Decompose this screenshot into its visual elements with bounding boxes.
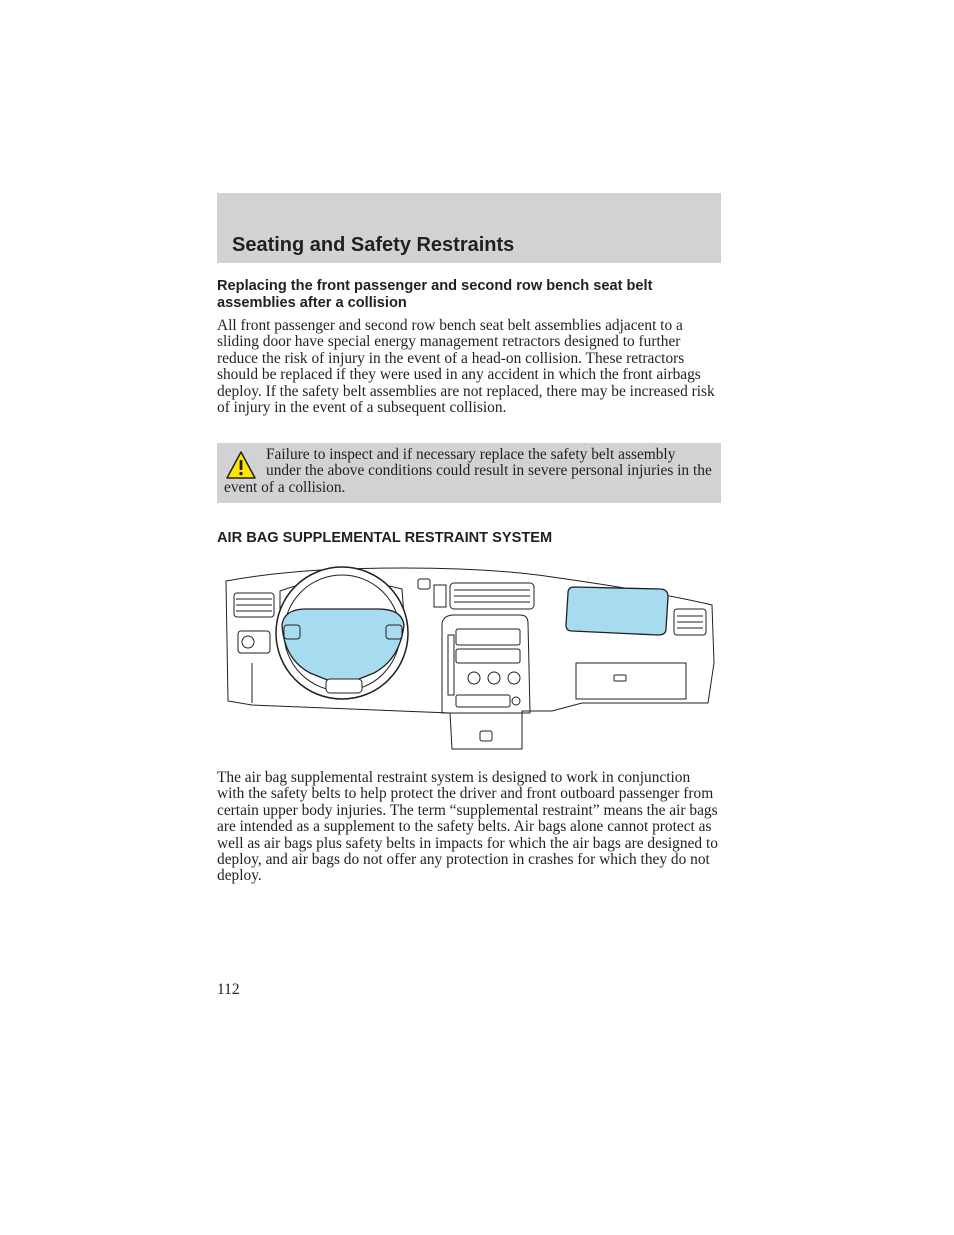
paragraph-seat-belt-replacement: All front passenger and second row bench seat belt assemblies adjacent to a sliding door have special energy management retractors designed to further reduce the risk of injury in the event of a head-on collision. These retractors should be replaced if they were used in any accident in which the front airbags deploy. If the safety belt assemblies are not replaced, there may be increased risk of injury in the event of a subsequent collision. xyxy=(217,317,715,417)
section-header-band xyxy=(217,193,721,263)
warning-box xyxy=(217,443,721,503)
page-number: 112 xyxy=(217,981,240,998)
paragraph-air-bag-srs: The air bag supplemental restraint system is designed to work in conjunction with the safety belts to help protect the driver and front outboard passenger from certain upper body injuries. The term “supplemental restraint” means the air bags are intended as a supplement to the safety belts. Air bags alone cannot protect as well as air bags plus safety belts in impacts for which the air bags are designed to deploy, and air bags do not offer any protection in crashes for which they do not deploy. xyxy=(217,769,718,885)
section-title: Seating and Safety Restraints xyxy=(232,234,515,256)
subsection-heading-air-bag-srs: AIR BAG SUPPLEMENTAL RESTRAINT SYSTEM xyxy=(217,530,553,546)
warning-text: Failure to inspect and if necessary replace the safety belt assembly under the above conditions could result in severe personal injuries in the event of a collision. xyxy=(224,446,712,496)
dashboard-airbag-illustration xyxy=(222,563,718,753)
subsection-heading-seat-belt-replacement: Replacing the front passenger and second row bench seat belt assemblies after a collision xyxy=(217,278,653,311)
